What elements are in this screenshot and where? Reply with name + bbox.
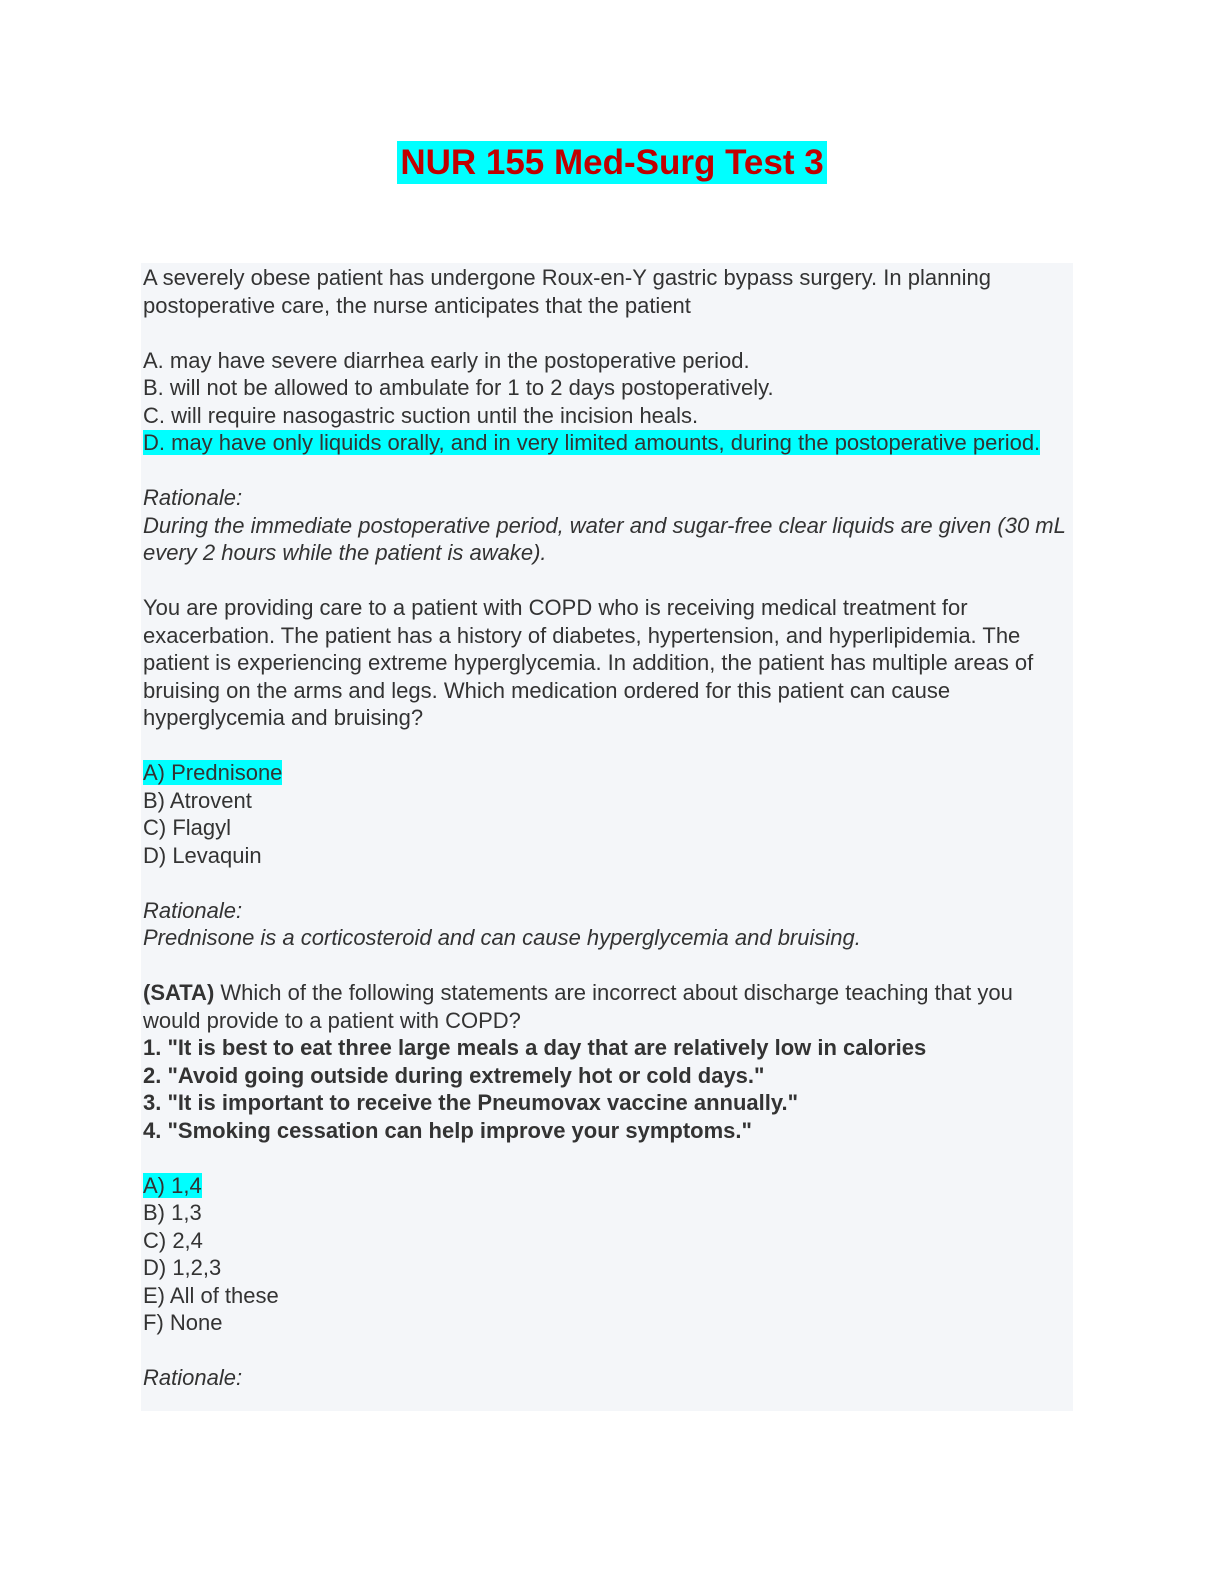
question-3-option-c: C) 2,4 xyxy=(143,1227,203,1253)
title-wrap xyxy=(0,141,1224,184)
question-2-rationale-label: Rationale: xyxy=(143,897,243,923)
sata-tag: (SATA) xyxy=(143,980,215,1005)
question-2-stem: You are providing care to a patient with COPD who is receiving medical treatment for exacerbation. The patient has a history of diabetes, hypertension, and hyperlipidemia. The patient is experiencing extreme hyperglycemia. In addition, the patient has multiple areas of bruising on the arms and legs. Which medication ordered for this patient can cause hyperglycemia and bruising? xyxy=(143,595,1034,730)
document-body xyxy=(141,263,1073,1411)
question-1-option-b: B. will not be allowed to ambulate for 1 to 2 days postoperatively. xyxy=(143,375,774,400)
question-1-option-c: C. will require nasogastric suction until the incision heals. xyxy=(143,402,699,428)
question-3-statement-4: 4. "Smoking cessation can help improve your symptoms." xyxy=(143,1117,752,1143)
question-2-option-c: C) Flagyl xyxy=(143,815,232,840)
question-3-rationale-label: Rationale: xyxy=(143,1365,243,1390)
question-3-statement-1: 1. "It is best to eat three large meals a day that are relatively low in calories xyxy=(143,1035,927,1060)
question-2-option-a-correct xyxy=(143,759,1071,787)
question-2-option-b: B) Atrovent xyxy=(143,787,252,813)
question-2-option-d: D) Levaquin xyxy=(143,842,262,868)
question-1-option-a: A. may have severe diarrhea early in the postoperative period. xyxy=(143,347,750,373)
question-3-option-b: B) 1,3 xyxy=(143,1200,202,1225)
question-3-stem xyxy=(143,979,1071,1034)
question-1-rationale-label: Rationale: xyxy=(143,485,243,510)
question-1-rationale: During the immediate postoperative period, water and sugar-free clear liquids are given (30 mL every 2 hours while the patient is awake). xyxy=(143,512,1066,565)
document-title: NUR 155 Med-Surg Test 3 xyxy=(397,141,826,184)
answer-highlight: A) Prednisone xyxy=(143,760,283,785)
question-3-statement-3: 3. "It is important to receive the Pneumovax vaccine annually." xyxy=(143,1090,799,1115)
question-3-stem-text: Which of the following statements are incorrect about discharge teaching that you would provide to a patient with COPD? xyxy=(143,980,1013,1033)
question-2-rationale: Prednisone is a corticosteroid and can cause hyperglycemia and bruising. xyxy=(143,925,861,950)
question-3-option-f: F) None xyxy=(143,1310,223,1335)
question-1-option-d-correct xyxy=(143,429,1071,457)
answer-highlight: D. may have only liquids orally, and in very limited amounts, during the postoperative period. xyxy=(143,430,1041,455)
question-1-stem: A severely obese patient has undergone Roux-en-Y gastric bypass surgery. In planning postoperative care, the nurse anticipates that the patient xyxy=(143,265,991,318)
question-3-option-e: E) All of these xyxy=(143,1282,279,1308)
question-3-statement-2: 2. "Avoid going outside during extremely hot or cold days." xyxy=(143,1062,765,1088)
question-3-option-a-correct xyxy=(143,1172,1071,1200)
answer-highlight: A) 1,4 xyxy=(143,1172,202,1198)
question-3-option-d: D) 1,2,3 xyxy=(143,1255,222,1280)
